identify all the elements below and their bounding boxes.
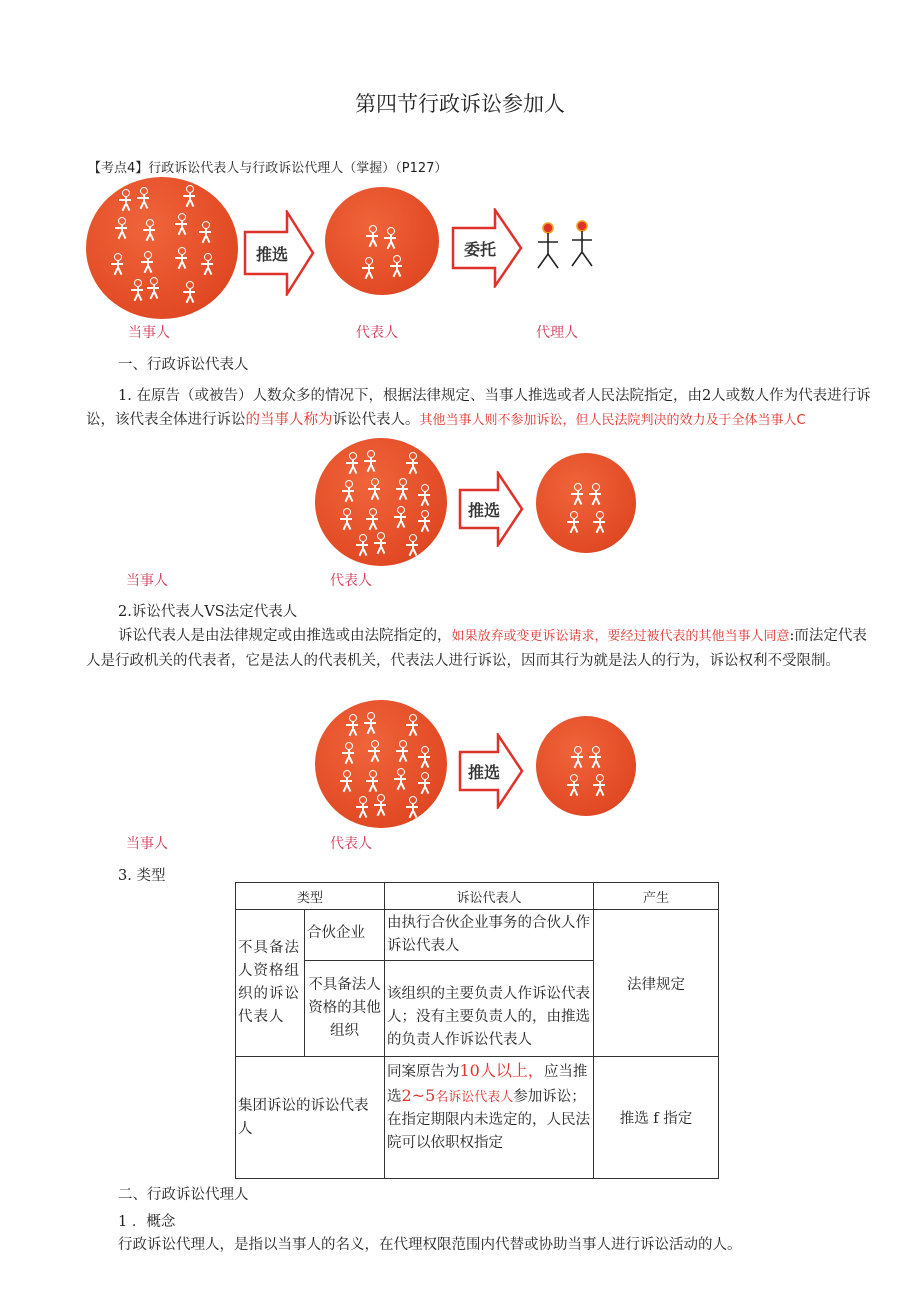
person-icon <box>393 768 407 790</box>
person-icon <box>373 532 387 554</box>
table-header: 类型 <box>236 883 385 910</box>
parties-circle <box>86 177 238 319</box>
person-icon <box>417 484 431 506</box>
table-cell-produce: 法律规定 <box>594 910 719 1057</box>
table-cell-rep <box>385 1057 594 1179</box>
table-cell-rep: 该组织的主要负责人作诉讼代表人；没有主要负责人的，由推选的负责人作诉讼代表人 <box>385 961 594 1057</box>
person-icon <box>355 534 369 556</box>
person-icon <box>383 227 397 249</box>
person-icon <box>363 450 377 472</box>
table-cell-type: 不具备法人资格的其他组织 <box>305 961 385 1057</box>
kaodian-heading: 【考点4】行政诉讼代表人与行政诉讼代理人（掌握）（P127） <box>88 161 448 176</box>
select-arrow <box>243 210 315 296</box>
caption-agent: 代理人 <box>536 325 578 341</box>
table-header: 产生 <box>594 883 719 910</box>
highlight-text: 名诉讼代表人 <box>435 1090 514 1105</box>
select-arrow <box>458 733 524 809</box>
person-icon <box>174 247 188 269</box>
representative-circle <box>536 453 636 553</box>
person-icon <box>363 712 377 734</box>
person-icon <box>345 714 359 736</box>
select-arrow-label: 推选 <box>255 245 288 264</box>
person-icon <box>361 257 375 279</box>
types-table <box>235 882 719 1179</box>
paragraph-representative-vs <box>86 624 872 673</box>
person-icon <box>417 772 431 794</box>
caption-representative: 代表人 <box>356 325 398 341</box>
entrust-arrow <box>451 208 523 288</box>
person-icon <box>405 796 419 818</box>
text: :而法定代表人是行政机关的代表者，它是法人的代表机关，代表法人进行诉讼，因而其行为就是法人的行为，诉讼权利不受限制。 <box>86 628 867 669</box>
person-icon <box>341 742 355 764</box>
table-cell-rep: 由执行合伙企业事务的合伙人作诉讼代表人 <box>385 910 594 961</box>
person-icon <box>365 225 379 247</box>
person-icon <box>174 213 188 235</box>
person-icon <box>365 770 379 792</box>
table-cell-group: 不具备法人资格组织的诉讼代表人 <box>236 910 305 1057</box>
person-icon <box>367 478 381 500</box>
highlight-text: 10人以上， <box>459 1061 544 1080</box>
person-icon <box>405 534 419 556</box>
caption-representative: 代表人 <box>330 836 372 852</box>
parties-circle <box>315 700 447 828</box>
highlight-text: 的当事人称为 <box>245 412 333 428</box>
person-icon <box>570 746 584 768</box>
select-arrow-label: 推选 <box>467 763 500 782</box>
text: 诉讼代表人。 <box>332 412 420 428</box>
person-icon <box>405 714 419 736</box>
caption-parties: 当事人 <box>126 573 168 589</box>
text: 1. 在原告（或被告）人数众多的情况下，根据法律规定、当事人推选或者人民法院指定，由2人或数人作为代表进行诉讼，该代表全体进行诉讼 <box>86 388 871 428</box>
caption-representative: 代表人 <box>330 573 372 589</box>
table-cell-type: 集团诉讼的诉讼代表人 <box>236 1057 385 1179</box>
agent-figures <box>532 218 598 272</box>
highlight-text: 2~5 <box>401 1086 436 1105</box>
select-arrow-label: 推选 <box>467 501 500 520</box>
sub-heading-concept: 1 ．概念 <box>118 1214 176 1230</box>
section-heading-types: 3. 类型 <box>118 868 166 884</box>
person-icon <box>136 187 150 209</box>
person-icon <box>345 452 359 474</box>
parties-circle <box>315 438 447 566</box>
person-icon <box>393 506 407 528</box>
person-icon <box>118 189 132 211</box>
highlight-text: 其他当事人则不参加诉讼，但人民法院判决的效力及于全体当事人C <box>419 413 806 428</box>
person-icon <box>405 452 419 474</box>
person-icon <box>417 746 431 768</box>
caption-parties: 当事人 <box>128 325 170 341</box>
person-icon <box>130 279 144 301</box>
person-icon <box>110 253 124 275</box>
text: 同案原告为 <box>387 1064 460 1080</box>
section-heading-vs: 2.诉讼代表人VS法定代表人 <box>118 604 298 620</box>
section-heading-representative: 一、行政诉讼代表人 <box>118 357 249 373</box>
text: 诉讼代表人是由法律规定或由推选或由法院指定的， <box>118 628 452 644</box>
person-icon <box>198 221 212 243</box>
page-title: 第四节行政诉讼参加人 <box>355 92 565 116</box>
person-icon <box>592 511 606 533</box>
person-icon <box>114 217 128 239</box>
person-icon <box>395 740 409 762</box>
person-icon <box>373 794 387 816</box>
person-icon <box>142 219 156 241</box>
representative-circle <box>536 716 636 816</box>
person-icon <box>566 774 580 796</box>
person-icon <box>140 251 154 273</box>
person-icon <box>355 796 369 818</box>
person-icon <box>592 774 606 796</box>
person-icon <box>341 480 355 502</box>
text: 应当推选 <box>387 1064 588 1105</box>
select-arrow <box>458 471 524 547</box>
representative-circle <box>325 187 439 295</box>
person-icon <box>367 740 381 762</box>
person-icon <box>182 185 196 207</box>
person-icon <box>389 255 403 277</box>
table-cell-type: 合伙企业 <box>305 910 385 961</box>
paragraph-agent-definition: 行政诉讼代理人，是指以当事人的名义，在代理权限范围内代替或协助当事人进行诉讼活动的人。 <box>118 1237 742 1253</box>
person-icon <box>182 281 196 303</box>
person-icon <box>395 478 409 500</box>
person-icon <box>570 483 584 505</box>
table-header: 诉讼代表人 <box>385 883 594 910</box>
section-heading-agent: 二、行政诉讼代理人 <box>118 1187 249 1203</box>
person-icon <box>339 770 353 792</box>
person-icon <box>588 746 602 768</box>
person-icon <box>365 508 379 530</box>
person-icon <box>588 483 602 505</box>
text: 参加诉讼；在指定期限内未选定的，人民法院可以依职权指定 <box>387 1089 590 1151</box>
person-icon <box>200 253 214 275</box>
person-icon <box>339 508 353 530</box>
person-icon <box>417 510 431 532</box>
highlight-text: 如果放弃或变更诉讼请求，要经过被代表的其他当事人同意 <box>451 629 790 644</box>
person-icon <box>566 511 580 533</box>
paragraph-representative-definition <box>86 384 872 433</box>
entrust-arrow-label: 委托 <box>463 240 496 259</box>
table-cell-produce: 推选 f 指定 <box>594 1057 719 1179</box>
person-icon <box>146 277 160 299</box>
caption-parties: 当事人 <box>126 836 168 852</box>
